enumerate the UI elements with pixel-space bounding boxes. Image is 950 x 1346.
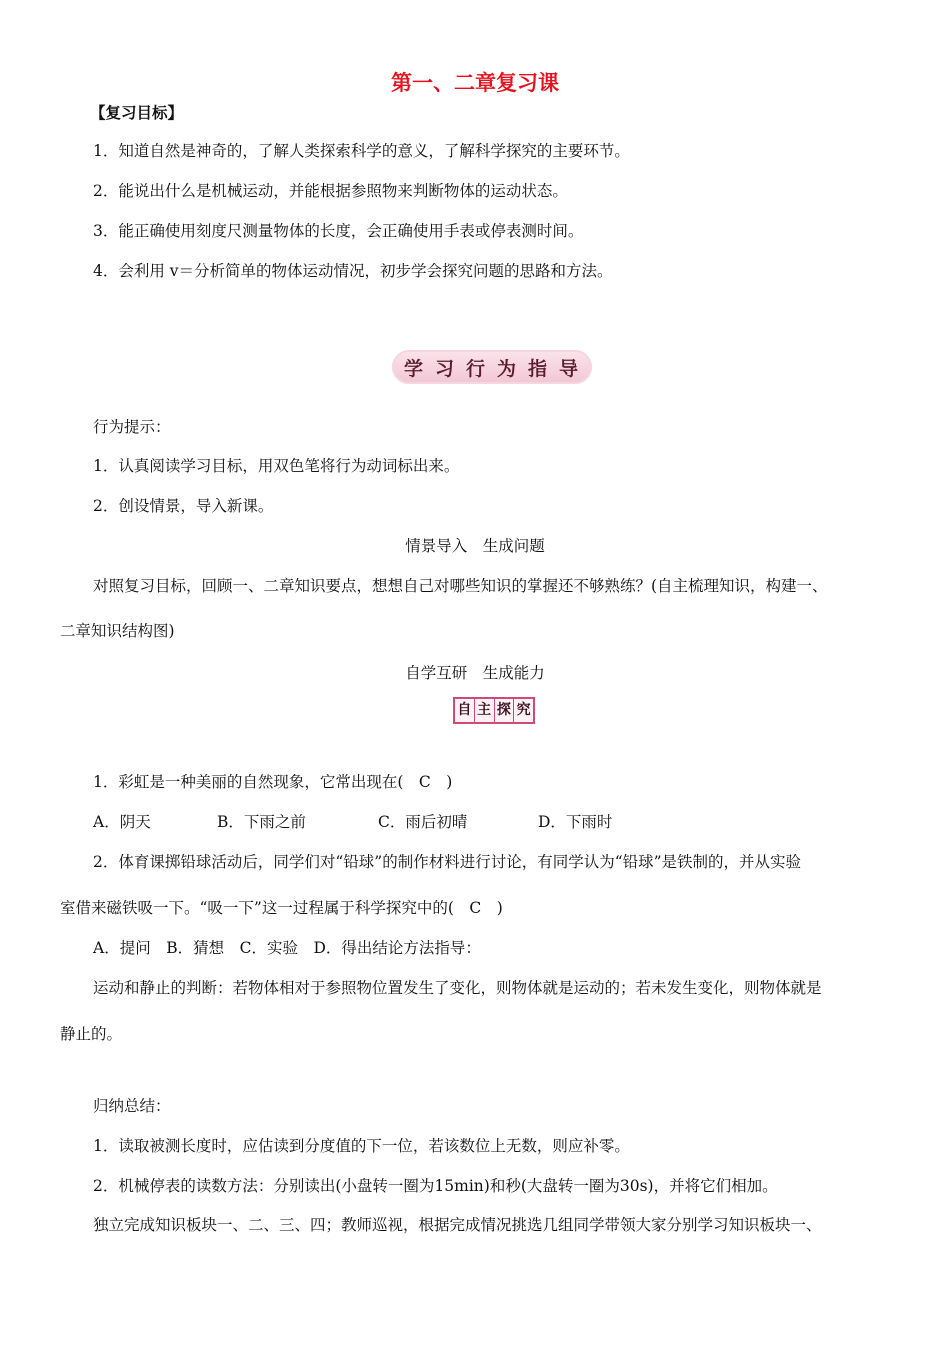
tag-char: 究 [516, 702, 531, 718]
banner-char: 导 [559, 357, 581, 380]
question-1-option-d: D．下雨时 [538, 813, 613, 831]
banner-char: 为 [497, 357, 519, 380]
question-1-option-a: A．阴天 [93, 813, 151, 831]
scenario-paragraph-line-1: 对照复习目标，回顾一、二章知识要点，想想自己对哪些知识的掌握还不够熟练？(自主梳理知识，构建一、 [93, 577, 828, 595]
banner-char: 行 [465, 357, 487, 380]
banner-char: 指 [528, 357, 550, 380]
section-heading-scenario: 情景导入 生成问题 [405, 537, 545, 555]
question-2-options: A．提问 B．猜想 C．实验 D．得出结论方法指导： [93, 939, 481, 957]
tag-char: 主 [475, 699, 495, 722]
scenario-paragraph-line-2: 二章知识结构图) [60, 622, 175, 640]
review-goal-2: 2．能说出什么是机械运动，并能根据参照物来判断物体的运动状态。 [93, 182, 568, 200]
tag-char: 探 [495, 699, 515, 722]
tag-char: 自 [455, 699, 475, 722]
behavior-item-1: 1．认真阅读学习目标，用双色笔将行为动词标出来。 [93, 457, 460, 475]
summary-item-2: 2．机械停表的读数方法：分别读出(小盘转一圈为15min)和秒(大盘转一圈为30s)，并将它们相加。 [93, 1177, 778, 1195]
page-title: 第一、二章复习课 [391, 71, 559, 95]
learning-behavior-banner [392, 350, 592, 384]
review-goal-1: 1．知道自然是神奇的，了解人类探索科学的意义，了解科学探究的主要环节。 [93, 142, 630, 160]
summary-item-1: 1．读取被测长度时，应估读到分度值的下一位，若该数位上无数，则应补零。 [93, 1137, 630, 1155]
banner-char: 学 [403, 357, 425, 380]
question-2-stem-line-1: 2．体育课掷铅球活动后，同学们对“铅球”的制作材料进行讨论，有同学认为“铅球”是铁制的，并从实验 [93, 853, 802, 871]
question-1-option-b: B．下雨之前 [217, 813, 306, 831]
section-heading-self-study: 自学互研 生成能力 [405, 664, 545, 682]
method-line-1: 运动和静止的判断：若物体相对于参照物位置发生了变化，则物体就是运动的；若未发生变化，则物体就是 [93, 979, 822, 997]
summary-heading: 归纳总结： [93, 1097, 171, 1115]
banner-char: 习 [434, 357, 456, 380]
behavior-item-2: 2．创设情景，导入新课。 [93, 497, 274, 515]
question-1-stem: 1．彩虹是一种美丽的自然现象，它常出现在( C ) [93, 773, 453, 791]
question-2-stem-line-2: 室借来磁铁吸一下。“吸一下”这一过程属于科学探究中的( C ) [60, 899, 503, 917]
review-goals-heading: 【复习目标】 [90, 104, 184, 122]
review-goal-4: 4．会利用 v＝分析简单的物体运动情况，初步学会探究问题的思路和方法。 [93, 262, 613, 280]
behavior-heading: 行为提示： [93, 418, 171, 436]
review-goal-3: 3．能正确使用刻度尺测量物体的长度，会正确使用手表或停表测时间。 [93, 222, 584, 240]
summary-last-line: 独立完成知识板块一、二、三、四；教师巡视，根据完成情况挑选几组同学带领大家分别学习知识板块一、 [93, 1216, 822, 1234]
method-line-2: 静止的。 [60, 1025, 123, 1043]
self-explore-tag [453, 697, 535, 724]
question-1-option-c: C．雨后初晴 [378, 813, 468, 831]
